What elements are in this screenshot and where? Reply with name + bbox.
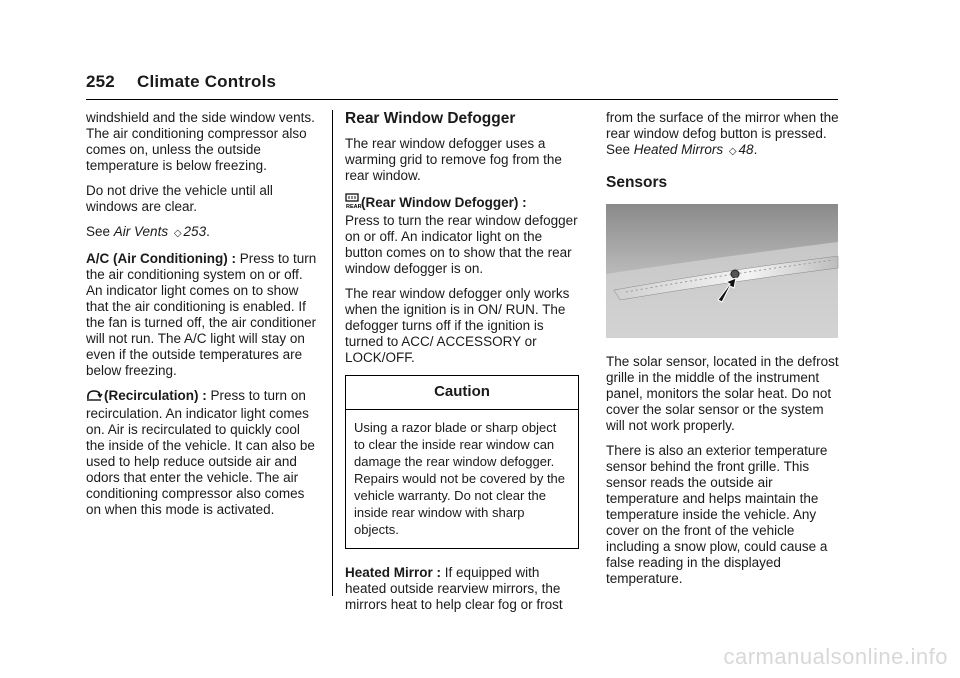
- caution-box: [345, 375, 579, 549]
- heated-mirrors-link[interactable]: Heated Mirrors: [633, 142, 724, 157]
- paragraph: The rear window defogger uses a warming grid to remove fog from the rear window.: [345, 136, 562, 183]
- recirc-paragraph: (Recirculation) : Press to turn on recirculation. An indicator light comes on. Air is recirculated to quickly cool the inside of the vehicle. It can also be used to help reduce outside air and odors that enter the vehicle. The air conditioning compressor also comes on when this mode is activated.: [86, 388, 315, 517]
- column-1: [86, 110, 322, 527]
- page-ref-arrow-icon: ◇: [728, 146, 737, 157]
- column-divider: [332, 110, 333, 596]
- page-ref[interactable]: 253: [183, 224, 207, 239]
- page-header: [86, 72, 276, 92]
- paragraph: The solar sensor, located in the defrost grille in the middle of the instrument panel, monitors the solar heat. Do not cover the solar sensor or the system will not work properly.: [606, 354, 839, 433]
- caution-text: Using a razor blade or sharp object to clear the inside rear window can damage the rear window defogger. Repairs would not be covered by the vehicle warranty. Do not clear the inside rear window with sharp objects.: [354, 420, 566, 537]
- paragraph: from the surface of the mirror when the rear window defog button is pressed. See Heated Mirrors ◇ 48.: [606, 110, 840, 160]
- caution-title: Caution: [346, 376, 578, 410]
- header-rule: [86, 99, 838, 100]
- recirc-label: (Recirculation) :: [104, 388, 207, 403]
- watermark: carmanualsonline.info: [723, 644, 948, 669]
- defog-paragraph: REAR (Rear Window Defogger) : Press to turn the rear window defogger on or off. An indicator light on the button comes on to show that the rear window defogger is on.: [345, 195, 578, 276]
- page-ref-arrow-icon: ◇: [173, 228, 182, 239]
- paragraph: windshield and the side window vents. The air conditioning compressor also comes on, unless the outside temperature is below freezing.: [86, 110, 315, 173]
- page-ref[interactable]: 48: [738, 142, 754, 157]
- column-2: [345, 110, 580, 622]
- mirror-label: Heated Mirror :: [345, 565, 442, 580]
- paragraph: There is also an exterior temperature sensor behind the front grille. This sensor reads the outside air temperature and helps maintain the temperature inside the vehicle. Any cover on the front of the vehicle including a snow plow, could cause a false reading in the displayed temperature.: [606, 443, 828, 586]
- column-3: [606, 110, 840, 596]
- defog-label: (Rear Window Defogger) :: [361, 195, 527, 210]
- section-heading: Sensors: [606, 174, 668, 191]
- recirculation-icon: [86, 388, 102, 406]
- section-heading: Rear Window Defogger: [345, 110, 516, 127]
- ac-label: A/C (Air Conditioning) :: [86, 251, 236, 266]
- mirror-paragraph: Heated Mirror : If equipped with heated outside rearview mirrors, the mirrors heat to help clear fog or frost: [345, 565, 563, 612]
- section-title: Climate Controls: [136, 72, 277, 91]
- see-reference: See Air Vents ◇ 253.: [86, 224, 322, 242]
- ac-paragraph: A/C (Air Conditioning) : Press to turn the air conditioning system on or off. An indicator light comes on to show that the air conditioning is enabled. If the fan is turned off, the air conditioner will not run. The A/C light will stay on even if the outside temperatures are below freezing.: [86, 251, 317, 378]
- solar-sensor-illustration: [606, 204, 838, 338]
- air-vents-link[interactable]: Air Vents: [113, 224, 169, 239]
- svg-text:REAR: REAR: [346, 204, 362, 210]
- paragraph: Do not drive the vehicle until all windows are clear.: [86, 183, 273, 214]
- page-number: 252: [86, 72, 115, 91]
- paragraph: The rear window defogger only works when the ignition is in ON/ RUN. The defogger turns off if the ignition is turned to ACC/ ACCESSORY or LOCK/OFF.: [345, 286, 570, 365]
- rear-defogger-icon: [345, 193, 362, 213]
